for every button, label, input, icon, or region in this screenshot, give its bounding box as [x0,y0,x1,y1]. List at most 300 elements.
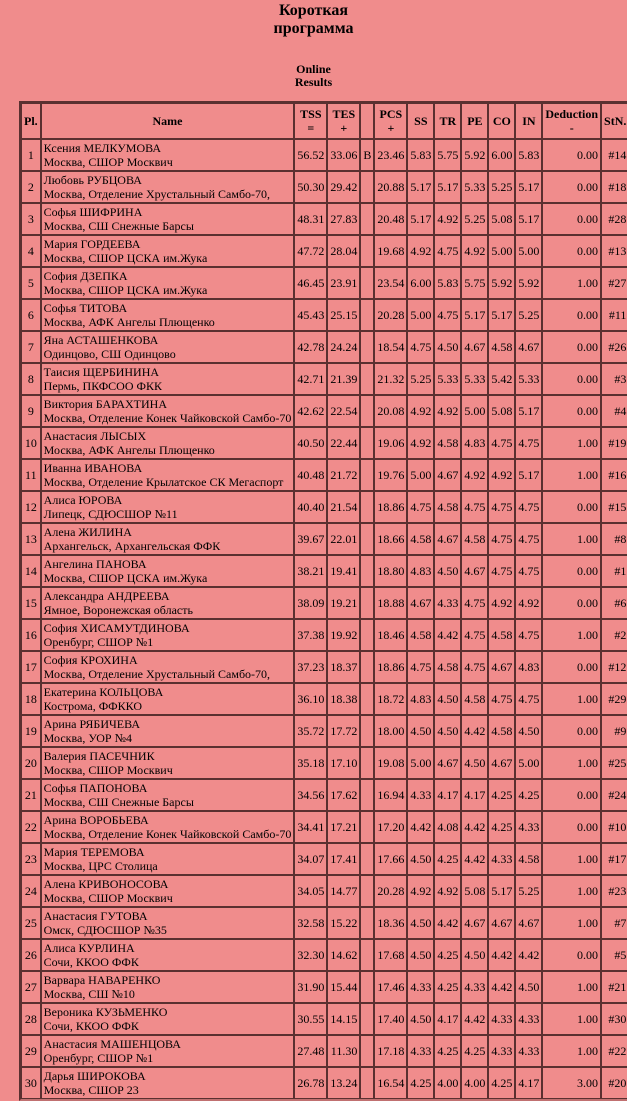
table-row [21,939,627,971]
co-cell: 4.25 [488,779,515,811]
co-cell: 5.08 [488,203,515,235]
co-cell: 4.58 [488,331,515,363]
subtitle-line-2: Results [294,75,333,89]
in-cell: 4.67 [515,907,542,939]
skater-cell [41,523,295,555]
skater-cell [41,811,295,843]
ss-cell: 4.75 [407,651,434,683]
pcs-cell: 16.94 [374,779,407,811]
start-number-cell: #18 [601,171,627,203]
start-number-cell: #20 [601,1067,627,1099]
skater-club: Москва, Отделение Крылатское СК Мегаспорт [43,475,284,489]
in-cell: 4.75 [515,619,542,651]
flag-cell [360,811,374,843]
tss-cell: 42.71 [294,363,327,395]
skater-name: Екатерина КОЛЬЦОВА [43,685,164,699]
table-header-row [21,103,627,139]
tss-cell: 35.72 [294,715,327,747]
skater-club: Пермь, ПКФСОО ФКК [43,379,162,393]
deduction-cell: 1.00 [542,747,601,779]
col-header-gap [360,103,374,139]
skater-cell [41,907,295,939]
table-row [21,619,627,651]
skater-cell [41,331,295,363]
tr-cell: 4.67 [434,747,461,779]
pcs-cell: 19.06 [374,427,407,459]
tr-cell: 4.50 [434,331,461,363]
skater-name: Таисия ЩЕРБИНИНА [43,365,160,379]
start-number-cell: #17 [601,843,627,875]
pcs-cell: 18.36 [374,907,407,939]
place-cell: 16 [21,619,41,651]
pe-cell: 4.67 [461,907,488,939]
flag-cell [360,715,374,747]
skater-name: София ХИСАМУТДИНОВА [43,621,190,635]
start-number-cell: #26 [601,331,627,363]
deduction-cell: 0.00 [542,363,601,395]
skater-club: Москва, СШОР ЦСКА им.Жука [43,283,208,297]
in-cell: 5.00 [515,747,542,779]
tes-cell: 17.72 [327,715,360,747]
skater-name: Виктория БАРАХТИНА [43,397,167,411]
start-number-cell: #30 [601,1003,627,1035]
col-header-tes [327,103,360,139]
tes-cell: 21.72 [327,459,360,491]
deduction-cell: 0.00 [542,587,601,619]
place-cell: 20 [21,747,41,779]
place-cell: 11 [21,459,41,491]
co-cell: 5.25 [488,171,515,203]
tes-cell: 17.10 [327,747,360,779]
pcs-cell: 21.32 [374,363,407,395]
pe-cell: 4.42 [461,843,488,875]
ss-cell: 4.50 [407,843,434,875]
tr-cell: 5.83 [434,267,461,299]
flag-cell [360,1003,374,1035]
ss-cell: 4.75 [407,331,434,363]
table-row [21,1067,627,1099]
ss-cell: 4.58 [407,619,434,651]
ss-cell: 4.92 [407,395,434,427]
in-cell: 5.83 [515,139,542,171]
flag-cell [360,171,374,203]
tss-cell: 42.78 [294,331,327,363]
tes-label: TES [332,107,356,121]
ss-cell: 4.33 [407,779,434,811]
pe-cell: 4.42 [461,811,488,843]
tes-cell: 15.44 [327,971,360,1003]
table-row [21,427,627,459]
skater-name: Софья ПАПОНОВА [43,781,148,795]
table-row [21,299,627,331]
in-cell: 5.25 [515,299,542,331]
skater-club: Москва, Отделение Хрустальный Самбо-70, [43,667,271,681]
ss-cell: 4.50 [407,939,434,971]
co-cell: 4.75 [488,523,515,555]
co-cell: 4.75 [488,427,515,459]
skater-cell [41,267,295,299]
place-cell: 9 [21,395,41,427]
place-cell: 26 [21,939,41,971]
start-number-cell: #23 [601,875,627,907]
skater-cell [41,459,295,491]
skater-cell [41,971,295,1003]
flag-cell [360,331,374,363]
deduction-cell: 0.00 [542,651,601,683]
skater-name: Варвара НАВАРЕНКО [43,973,161,987]
tr-cell: 4.50 [434,683,461,715]
table-row [21,171,627,203]
tss-cell: 39.67 [294,523,327,555]
pe-cell: 4.50 [461,747,488,779]
ss-cell: 4.83 [407,555,434,587]
ss-cell: 4.50 [407,715,434,747]
skater-club: Москва, СШ Снежные Барсы [43,795,194,809]
co-cell: 4.92 [488,459,515,491]
tr-cell: 4.75 [434,235,461,267]
co-cell: 4.67 [488,747,515,779]
skater-cell [41,587,295,619]
tss-cell: 45.43 [294,299,327,331]
pcs-cell: 20.08 [374,395,407,427]
tss-cell: 42.62 [294,395,327,427]
co-cell: 4.33 [488,1035,515,1067]
tss-cell: 40.40 [294,491,327,523]
deduction-cell: 1.00 [542,523,601,555]
tes-cell: 19.21 [327,587,360,619]
tes-cell: 18.37 [327,651,360,683]
skater-name: Александра АНДРЕЕВА [43,589,170,603]
tss-cell: 26.78 [294,1067,327,1099]
tss-cell: 50.30 [294,171,327,203]
flag-cell [360,907,374,939]
in-cell: 5.17 [515,395,542,427]
skater-cell [41,747,295,779]
deduction-cell: 3.00 [542,1067,601,1099]
skater-cell [41,427,295,459]
table-row [21,331,627,363]
col-header-tss [294,103,327,139]
table-row [21,683,627,715]
col-header-deduction [542,103,601,139]
flag-cell [360,459,374,491]
tr-cell: 4.67 [434,523,461,555]
start-number-cell: #4 [601,395,627,427]
tr-cell: 4.17 [434,779,461,811]
table-row [21,587,627,619]
ss-cell: 5.17 [407,203,434,235]
table-row [21,203,627,235]
start-number-cell: #10 [601,811,627,843]
skater-name: Арина РЯБИЧЕВА [43,717,141,731]
deduction-label: Deduction [545,107,599,121]
flag-cell [360,235,374,267]
skater-name: София КРОХИНА [43,653,138,667]
start-number-cell: #27 [601,267,627,299]
table-row [21,459,627,491]
pe-cell: 4.50 [461,939,488,971]
tr-cell: 4.50 [434,715,461,747]
in-cell: 4.33 [515,1003,542,1035]
tes-cell: 19.41 [327,555,360,587]
skater-cell [41,171,295,203]
co-cell: 4.67 [488,907,515,939]
co-cell: 4.33 [488,843,515,875]
tes-cell: 13.24 [327,1067,360,1099]
ss-cell: 5.00 [407,459,434,491]
place-cell: 1 [21,139,41,171]
skater-name: Софья ШИФРИНА [43,205,143,219]
place-cell: 18 [21,683,41,715]
skater-cell [41,363,295,395]
flag-cell [360,555,374,587]
in-cell: 4.42 [515,939,542,971]
deduction-cell: 1.00 [542,875,601,907]
table-row [21,811,627,843]
in-cell: 5.25 [515,875,542,907]
skater-club: Москва, ЦРС Столица [43,859,158,873]
skater-club: Липецк, СДЮСШОР №11 [43,507,178,521]
co-cell: 4.58 [488,715,515,747]
ss-cell: 6.00 [407,267,434,299]
in-cell: 4.17 [515,1067,542,1099]
pcs-cell: 16.54 [374,1067,407,1099]
pcs-cell: 19.68 [374,235,407,267]
table-row [21,523,627,555]
deduction-op: - [569,121,574,135]
table-row [21,267,627,299]
tes-cell: 33.06 [327,139,360,171]
skater-club: Москва, АФК Ангелы Плющенко [43,443,215,457]
table-body [21,139,627,1099]
start-number-cell: #19 [601,427,627,459]
skater-club: Москва, СШОР Москвич [43,155,173,169]
deduction-cell: 0.00 [542,331,601,363]
tr-cell: 4.33 [434,587,461,619]
pcs-cell: 17.20 [374,811,407,843]
pcs-cell: 18.86 [374,651,407,683]
skater-name: Алиса ЮРОВА [43,493,123,507]
flag-cell [360,267,374,299]
tss-label: TSS [300,107,322,121]
skater-club: Москва, УОР №4 [43,731,133,745]
start-number-cell: #28 [601,203,627,235]
col-header-pl: Pl. [21,103,41,139]
tes-cell: 21.54 [327,491,360,523]
tes-cell: 24.24 [327,331,360,363]
tss-cell: 38.09 [294,587,327,619]
pcs-op: + [387,121,395,135]
in-cell: 5.92 [515,267,542,299]
tes-cell: 22.44 [327,427,360,459]
col-header-pcs [374,103,407,139]
skater-cell [41,555,295,587]
pe-cell: 4.58 [461,683,488,715]
skater-club: Москва, СШОР Москвич [43,891,173,905]
co-cell: 4.67 [488,651,515,683]
pcs-cell: 18.46 [374,619,407,651]
flag-cell [360,875,374,907]
co-cell: 5.08 [488,395,515,427]
co-cell: 4.75 [488,683,515,715]
ss-cell: 4.42 [407,811,434,843]
deduction-cell: 1.00 [542,427,601,459]
pcs-label: PCS [379,107,403,121]
flag-cell [360,971,374,1003]
skater-club: Оренбург, СШОР №1 [43,635,154,649]
deduction-cell: 0.00 [542,395,601,427]
start-number-cell: #7 [601,907,627,939]
tes-cell: 14.62 [327,939,360,971]
flag-cell [360,299,374,331]
tss-cell: 47.72 [294,235,327,267]
table-row [21,715,627,747]
co-cell: 5.42 [488,363,515,395]
pcs-cell: 20.88 [374,171,407,203]
ss-cell: 5.00 [407,299,434,331]
start-number-cell: #2 [601,619,627,651]
tr-cell: 4.58 [434,427,461,459]
pe-cell: 5.75 [461,267,488,299]
place-cell: 14 [21,555,41,587]
skater-name: Софья ТИТОВА [43,301,128,315]
pe-cell: 4.75 [461,587,488,619]
place-cell: 28 [21,1003,41,1035]
skater-club: Москва, СШОР ЦСКА им.Жука [43,571,208,585]
tss-cell: 40.50 [294,427,327,459]
co-cell: 4.25 [488,811,515,843]
in-cell: 4.75 [515,427,542,459]
start-number-cell: #15 [601,491,627,523]
flag-cell [360,939,374,971]
place-cell: 22 [21,811,41,843]
deduction-cell: 1.00 [542,267,601,299]
flag-cell [360,1067,374,1099]
deduction-cell: 1.00 [542,459,601,491]
table-row [21,907,627,939]
place-cell: 19 [21,715,41,747]
pe-cell: 5.25 [461,203,488,235]
tr-cell: 5.33 [434,363,461,395]
tss-cell: 36.10 [294,683,327,715]
flag-cell [360,1035,374,1067]
skater-club: Сочи, ККОО ФФК [43,1019,139,1033]
tes-cell: 18.38 [327,683,360,715]
skater-club: Москва, Отделение Конек Чайковской Самбо-70 [43,827,292,841]
table-row [21,843,627,875]
col-header-stn: StN. [601,103,627,139]
skater-club: Москва, АФК Ангелы Плющенко [43,315,215,329]
tes-cell: 17.62 [327,779,360,811]
deduction-cell: 1.00 [542,843,601,875]
pe-cell: 4.67 [461,555,488,587]
ss-cell: 4.50 [407,1003,434,1035]
skater-club: Москва, Отделение Хрустальный Самбо-70, [43,187,271,201]
deduction-cell: 0.00 [542,715,601,747]
in-cell: 5.00 [515,235,542,267]
in-cell: 4.33 [515,1035,542,1067]
table-row [21,1003,627,1035]
in-cell: 4.67 [515,331,542,363]
col-header-pe: PE [461,103,488,139]
ss-cell: 4.25 [407,1067,434,1099]
tss-op: = [307,121,315,135]
skater-name: Яна АСТАШЕНКОВА [43,333,159,347]
in-cell: 4.92 [515,587,542,619]
in-cell: 5.17 [515,203,542,235]
in-cell: 4.75 [515,523,542,555]
flag-cell [360,619,374,651]
tes-cell: 22.54 [327,395,360,427]
pe-cell: 4.83 [461,427,488,459]
skater-cell [41,683,295,715]
flag-cell [360,843,374,875]
flag-cell [360,779,374,811]
deduction-cell: 0.00 [542,139,601,171]
table-row [21,363,627,395]
skater-cell [41,203,295,235]
ss-cell: 4.92 [407,427,434,459]
in-cell: 4.33 [515,811,542,843]
tr-cell: 4.17 [434,1003,461,1035]
skater-cell [41,939,295,971]
pe-cell: 4.67 [461,331,488,363]
skater-name: Анастасия ЛЫСЫХ [43,429,147,443]
skater-cell [41,1067,295,1099]
place-cell: 4 [21,235,41,267]
col-header-ss: SS [407,103,434,139]
tss-cell: 32.30 [294,939,327,971]
pe-cell: 4.42 [461,1003,488,1035]
pe-cell: 4.33 [461,971,488,1003]
col-header-in: IN [515,103,542,139]
pe-cell: 4.42 [461,715,488,747]
skater-cell [41,299,295,331]
in-cell: 4.75 [515,491,542,523]
tss-cell: 56.52 [294,139,327,171]
table-row [21,235,627,267]
tr-cell: 5.75 [434,139,461,171]
deduction-cell: 1.00 [542,1003,601,1035]
pcs-cell: 17.46 [374,971,407,1003]
tr-cell: 4.25 [434,843,461,875]
pe-cell: 4.92 [461,459,488,491]
skater-name: Мария ГОРДЕЕВА [43,237,141,251]
skater-club: Кострома, ФФККО [43,699,143,713]
table-row [21,747,627,779]
pe-cell: 5.08 [461,875,488,907]
tss-cell: 34.07 [294,843,327,875]
co-cell: 4.33 [488,1003,515,1035]
tes-cell: 25.15 [327,299,360,331]
skater-cell [41,779,295,811]
deduction-cell: 1.00 [542,907,601,939]
pe-cell: 5.92 [461,139,488,171]
in-cell: 4.25 [515,779,542,811]
skater-name: Вероника КУЗЬМЕНКО [43,1005,168,1019]
skater-cell [41,491,295,523]
pcs-cell: 18.54 [374,331,407,363]
deduction-cell: 0.00 [542,555,601,587]
co-cell: 5.17 [488,875,515,907]
pcs-cell: 19.08 [374,747,407,779]
pe-cell: 5.00 [461,395,488,427]
tr-cell: 4.25 [434,939,461,971]
tr-cell: 4.58 [434,491,461,523]
tr-cell: 4.75 [434,299,461,331]
table-row [21,139,627,171]
pe-cell: 4.75 [461,491,488,523]
